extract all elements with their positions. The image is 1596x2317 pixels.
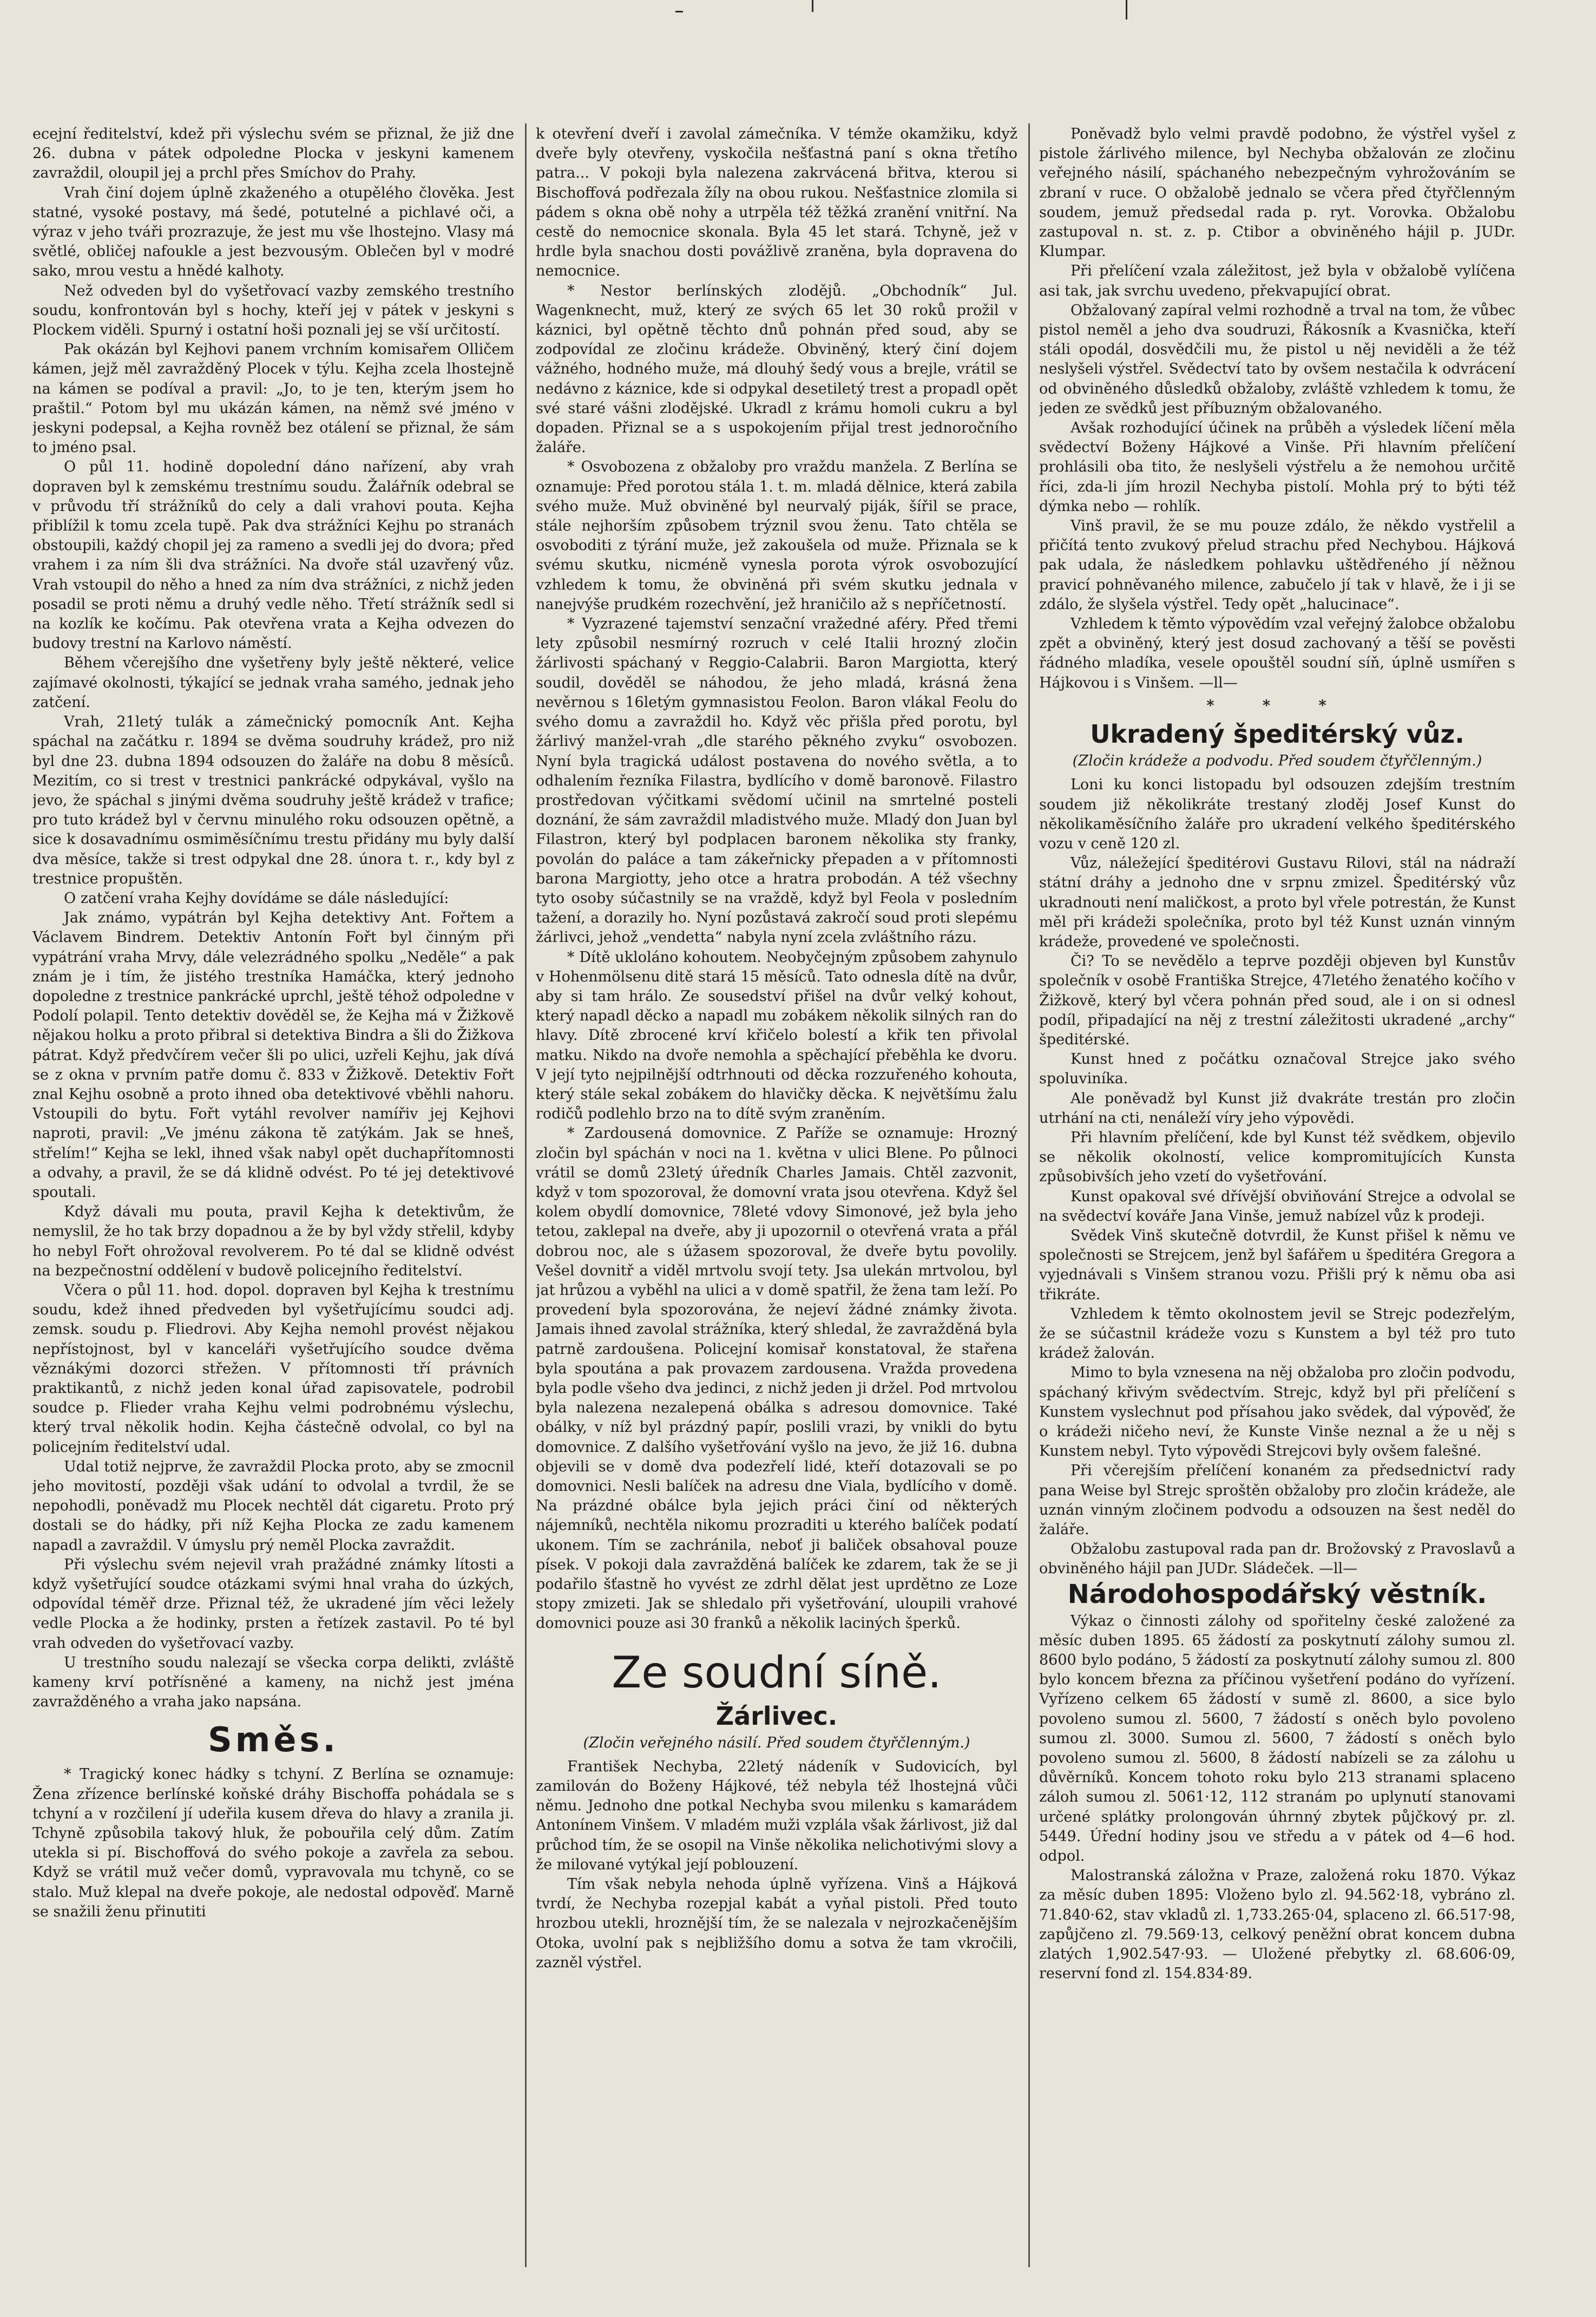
column-3-paragraph: Výkaz o činnosti zálohy od spořitelny české založené za měsíc duben 1895. 65 žádostí za poskytnutí zálohy sumou zl. 8600 bylo podáno, 5 žádostí za poskytnutí zálohy sumou zl. 800 bylo koncem března za příčinou vyšetření podáno do vyřízení. Vyřízeno celkem 65 žádostí v sumě zl. 8600, a sice bylo povoleno sumou zl. 5600, 7 žádostí s oněch bylo povoleno sumou zl. 3000. Sumou zl. 5600, 7 žádostí s oněch bylo povoleno sumou zl. 5600, 8 žádostí nabízeli se za zálohu u důvěrníků. Koncem tohoto roku bylo 213 stranami splaceno záloh sumou zl. 5061·12, 112 stranám po uplynutí stanovami určené splátky prolongován úhrnný zbytek půjčkový pr. zl. 5449. Úřední hodiny jsou ve středu a v pátek od 4—6 hod. odpol. bbox=[1039, 1612, 1515, 1865]
column-1-paragraph: Vrah činí dojem úplně zkaženého a otupělého člověka. Jest statné, vysoké postavy, má šedé, potutelné a pichlavé oči, a výraz v jeho tváři prozrazuje, že jest mu vše lhostejno. Vlasy má světlé, obličej nafoukle a jest bezvousým. Oblečen byl v modré sako, mrou vestu a hnědé kalhoty. bbox=[32, 184, 514, 280]
column-3-paragraph: Kunst hned z počátku označoval Strejce jako svého spoluviníka. bbox=[1039, 1051, 1515, 1088]
scan-edge-mark bbox=[1126, 0, 1127, 19]
column-2-paragraph: * Zardousená domovnice. Z Paříže se oznamuje: Hrozný zločin byl spáchán v noci na 1. května v ulici Blene. Po půlnoci vrátil se domů 23letý úředník Charles Jamais. Chtěl zazvonit, když v tom spozoroval, že domovní vrata jsou otevřena. Když šel kolem obydlí domovnice, 78leté vdovy Simonové, jež byla jeho tetou, zaklepal na dveře, aby ji upozornil o otevřená vrata a přál dobrou noc, ale s úžasem spozoroval, že dveře bytu povolily. Vešel dovnitř a viděl mrtvolu svojí tety. Jsa ulekán mrtvolou, byl jat hrůzou a vyběhl na ulici a v domě spatřil, že žena tam leží. Po provedení byla spozorována, že nejeví žádné známky života. Jamais ihned zavolal strážníka, který shledal, že zavražděná byla patrně zardoušena. Policejní komisař konstatoval, že stařena byla spoutána a pak provazem zardousena. Vražda provedena byla podle všeho dva jedinci, z nichž jeden ji držel. Pod mrtvolou byla nalezena nezalepená obálka s adresou domovnice. Také obálky, v níž byl prázdný papír, poslili vrazi, by vnikli do bytu domovnice. Z dalšího vyšetřování vyšlo na jevo, že již 16. dubna objevili se v domě dva podezřelí lidé, kteří dotazovali se po domovnici. Nesli balíček na adresu dne Viala, bydlícího v domě. Na prázdné obálce byla jejich práci činí od některých nájemníků, nechtěla nikomu prozraditi u kterého balíček podatí ukonem. Tím se zachránila, neboť ji baliček obsahoval pouze písek. V pokoji dala zavražděná balíček ke zdarem, tak že se ji podařilo šťastně ho vyvést ze zdrhl dělat jest uprdětno ze Loze stopy zmizeti. Jak se shledalo při vyšetřování, uloupili vrahové domovnici pouze asi 30 franků a několik laciných šperků. bbox=[536, 1125, 1017, 1632]
column-3-paragraph: Kunst opakoval své dřívější obviňování Strejce a odvolal se na svědectví kováře Jana Vinše, jemuž nabízel vůz k prodeji. bbox=[1039, 1188, 1515, 1225]
column-3-paragraph: Vzhledem k těmto výpovědím vzal veřejný žalobce obžalobu zpět a obviněný, který jest dosud zachovaný a těší se pověsti řádného mladíka, vesele opouštěl soudní síň, úplně usmířen s Hájkovou i s Vinšem. —ll— bbox=[1039, 616, 1515, 691]
column-3-paragraph: Svědek Vinš skutečně dotvrdil, že Kunst přišel k němu ve společnosti se Strejcem, jenž byl šafářem u špeditéra Gregora a vyjednávali s Vinšem stranou vozu. Přišli prý k němu oba asi třikráte. bbox=[1039, 1227, 1515, 1303]
column-1-paragraph: Pak okázán byl Kejhovi panem vrchním komisařem Olličem kámen, jejž měl zavražděný Plocek v týlu. Kejha zcela lhostejně na kámen se podíval a pravil: „Jo, to je ten, kterým jsem ho praštil.“ Potom byl mu ukázán kámen, na němž své jméno v jeskyni podepsal, a Kejha rovněž bez otálení se přiznal, že sám to jméno psal. bbox=[32, 341, 514, 456]
column-2 bbox=[536, 125, 1017, 2268]
column-1-paragraph: Jak známo, vypátrán byl Kejha detektivy Ant. Fořtem a Václavem Bindrem. Detektiv Antonín Fořt byl činným při vypátrání vraha Mrvy, dále velezrádného spolku „Neděle“ a pak znám je i tím, že jistého trestníka Hamáčka, který jednoho dopoledne z trestnice pankrácké uprchl, ještě téhož odpoledne v Podolí polapil. Tento detektiv dověděl se, že Kejha má v Žižkově nějakou holku a proto přibral si detektiva Bindra a šli do Žižkova pátrat. Když předvčírem večer šli po ulici, uzřeli Kejhu, jak dívá se z okna v prvním patře domu č. 833 v Žižkově. Detektiv Fořt znal Kejhu osobně a proto ihned oba detektivové vběhli nahoru. Vstoupili do bytu. Fořt vytáhl revolver namířiv jej Kejhovi naproti, pravil: „Ve jménu zákona tě zatýkám. Jak se hneš, střelím!“ Kejha se lekl, ihned však nabyl opět duchapřítomnosti a odvahy, a pravil, že se dá klidně odvést. Po té jej detektivové spoutali. bbox=[32, 909, 514, 1201]
column-2-paragraph: Tím však nebyla nehoda úplně vyřízena. Vinš a Hájková tvrdí, že Nechyba rozepjal kabát a vyňal pistoli. Před touto hrozbou utekli, hroznější tím, že se nalezala v nejrozkačenějším Otoka, uvolní pak s nejbližšího domu a sotva že tam vkročili, zazněl výstřel. bbox=[536, 1876, 1017, 1971]
column-1-paragraph: * Tragický konec hádky s tchyní. Z Berlína se oznamuje: Žena zřízence berlínské koňské dráhy Bischoffa pohádala se s tchyní a v rozčilení jí udeřila kusem dřeva do hlavy a zranila ji. Tchyně způsobila takový hluk, že pobouřila celý dům. Zatím utekla si pí. Bischoffová do svého pokoje a zavřela za sebou. Když se vrátil muž večer domů, vypravovala mu tchyně, co se stalo. Muž klepal na dveře pokoje, ale nedostal odpověď. Marně se snažili ženu přinutiti bbox=[32, 1766, 514, 1920]
column-3-paragraph: Při přelíčení vzala záležitost, jež byla v obžalobě vylíčena asi tak, jak svrchu uvedeno, překvapující obrat. bbox=[1039, 263, 1515, 299]
article-subtitle: (Zločin krádeže a podvodu. Před soudem čtyřčlenným.) bbox=[1072, 752, 1482, 770]
column-3-paragraph: Obžalobu zastupoval rada pan dr. Brožovský z Pravoslavů a obviněného hájil pan JUDr. Sládeček. —ll— bbox=[1039, 1541, 1515, 1578]
column-1-paragraph: Udal totiž nejprve, že zavraždil Plocka proto, aby se zmocnil jeho movitostí, později však udání to odvolal a tvrdil, že se nepohodli, poněvadž mu Plocek nechtěl dát cigaretu. Proto prý dostali se do hádky, při níž Kejha Plocka ze zadu kamenem napadl a zavraždil. V úmyslu prý neměl Plocka zavraždit. bbox=[32, 1458, 514, 1554]
column-2-paragraph: * Dítě ukloláno kohoutem. Neobyčejným způsobem zahynulo v Hohenmölsenu ditě stará 15 měsíců. Tato odnesla dítě na dvůr, aby si tam hrálo. Ze sousedství přišel na dvůr velký kohout, který napadl děcko a napadl mu zobákem několik silných ran do hlavy. Dítě zbrocené krví křičelo bolestí a křik ten přivolal matku. Nikdo na dvoře nemohla a spěchající přeběhla ke dvoru. V její tyto nejpilnější odtrhnouti od děcka rozzuřeného kohouta, který stále sekal zobákem do hlavičky děcka. K největšímu žalu rodičů podlehlo brzo na to dítě svým zraněním. bbox=[536, 948, 1017, 1123]
column-1-paragraph: Než odveden byl do vyšetřovací vazby zemského trestního soudu, konfrontován byl s hochy, kteří jej v pátek v jeskyni s Plockem viděli. Spurný i ostatní hoši poznali jej se vší určitostí. bbox=[32, 282, 514, 339]
column-1-paragraph: Když dávali mu pouta, pravil Kejha k detektivům, že nemyslil, že ho tak brzy dopadnou a že by byl vždy střelil, kdyby ho nebyl Fořt ohrožoval revolverem. Po té dal se klidně odvést na bezpečnostní oddělení v budově policejního ředitelství. bbox=[32, 1203, 514, 1279]
separator-stars: * * * bbox=[1206, 697, 1348, 714]
column-1-paragraph: Během včerejšího dne vyšetřeny byly ještě některé, velice zajímavé okolnosti, týkající se jednak vraha samého, jednak jeho zatčení. bbox=[32, 654, 514, 711]
column-1-paragraph: Při výslechu svém nejevil vrah pražádné známky lítosti a když vyšetřující soudce otázkami svými hnal vraha do úzkých, odpovídal téměř drze. Přiznal též, že ukradené jím věci ležely vedle Plocka a že hodinky, prsten a řetízek zastavil. Po té byl vrah odveden do vyšetřovací vazby. bbox=[32, 1556, 514, 1652]
column-1-paragraph: U trestního soudu nalezají se všecka corpa delikti, zvláště kameny krví potřísněné a kameny, na nichž jest jména zavražděného a vraha jako napsána. bbox=[32, 1654, 514, 1711]
column-3-paragraph: Malostranská záložna v Praze, založená roku 1870. Výkaz za měsíc duben 1895: Vloženo bylo zl. 94.562·18, vybráno zl. 71.840·62, stav vkladů zl. 1,733.265·04, splaceno zl. 66.517·98, zapůjčeno zl. 79.569·13, celkový peněžní obrat koncem dubna zlatých 1,902.547·93. — Uložené přebytky zl. 68.606·09, reservní fond zl. 154.834·89. bbox=[1039, 1867, 1515, 1982]
column-3-paragraph: Loni ku konci listopadu byl odsouzen zdejším trestním soudem již několikráte trestaný zloděj Josef Kunst do několikaměsíčního žaláře pro ukradení velkého špeditérského vozu v ceně 120 zl. bbox=[1039, 776, 1515, 852]
column-1-paragraph: Vrah, 21letý tulák a zámečnický pomocník Ant. Kejha spáchal na začátku r. 1894 se dvěma soudruhy krádež, pro niž byl dne 23. dubna 1894 odsouzen do žaláře na dobu 8 měsíců. Mezitím, co si trest v trestnici pankrácké odpykával, vyšlo na jevo, že spáchal s jinými dvěma soudruhy ještě krádež v trafice; pro tuto krádež byl v červnu minulého roku odsouzen opětně, a sice k dosavadnímu osmiměsíčnímu trestu přidány mu byly další dva měsíce, takže si trest odpykal dne 28. února t. r., kdy byl z trestnice propuštěn. bbox=[32, 714, 514, 887]
column-3-paragraph: Vzhledem k těmto okolnostem jevil se Strejc podezřelým, že se súčastnil krádeže vozu s Kunstem a byl též pro tuto krádež žalován. bbox=[1039, 1305, 1515, 1362]
page-top-margin bbox=[0, 0, 1596, 108]
article-subtitle: (Zločin veřejného násilí. Před soudem čtyřčlenným.) bbox=[583, 1734, 970, 1751]
column-3 bbox=[1039, 125, 1515, 2268]
column-rule bbox=[525, 123, 527, 2267]
article-title-spediter: Ukradený špeditérský vůz. bbox=[1090, 719, 1464, 749]
column-1-paragraph: ecejní ředitelství, kdež při výslechu svém se přiznal, že již dne 26. dubna v pátek odpoledne Plocka v jeskyni kamenem zavraždil, oloupil jej a prchl přes Smíchov do Prahy. bbox=[32, 126, 514, 182]
column-1-paragraph: O půl 11. hodině dopolední dáno nařízení, aby vrah dopraven byl k zemskému trestnímu soudu. Žalářník odebral se v průvodu tří strážníků do cely a dali vrahovi pouta. Kejha přiblížil k tomu zcela tupě. Pak dva strážníci Kejhu po stranách obstoupili, každý chopil jej za rameno a svedli jej do dvora; před vrahem i za ním šli dva strážníci. Na dvoře stál uzavřený vůz. Vrah vstoupil do něho a hned za ním dva strážníci, z nichž jeden posadil se proti němu a druhý vedle něho. Třetí strážník sedl si na kozlík ke kočímu. Pak otevřena vrata a Kejha odvezen do budovy trestní na Karlovo náměstí. bbox=[32, 459, 514, 652]
column-2-paragraph: František Nechyba, 22letý nádeník v Sudovicích, byl zamilován do Boženy Hájkové, též nebyla též lhostejná vůči němu. Jednoho dne potkal Nechyba svou milenku s kamarádem Antonínem Vinšem. V mladém muži vzplála však žárlivost, již dal průchod tím, že se osopil na Vinše několika nelichotivými slovy a že milované vytýkal její poblouzení. bbox=[536, 1758, 1017, 1873]
column-1 bbox=[32, 125, 514, 2268]
column-3-paragraph: Poněvadž bylo velmi pravdě podobno, že výstřel vyšel z pistole žárlivého milence, byl Nechyba obžalován ze zločinu veřejného násilí, spáchaného nebezpečným vyhrožováním se zbraní v ruce. O obžalobě jednalo se včera před čtyřčlenným soudem, jemuž předsedal rada p. ryt. Vorovka. Obžalobu zastupoval n. st. z. p. Ctibor a obviněného hájil p. JUDr. Klumpar. bbox=[1039, 126, 1515, 260]
column-2-paragraph: * Nestor berlínských zlodějů. „Obchodník“ Jul. Wagenknecht, muž, který ze svých 65 let 30 roků prožil v káznici, byl opětně těchto dnů pohnán před soud, aby se zodpovídal ze zločinu krádeže. Obviněný, který činí dojem vážného, hodného muže, má dlouhý šedý vous a brejle, vrátil se nedávno z káznice, kde si odpykal desetiletý trest a propadl opět své staré vášni zlodějské. Ukradl z krámu homoli cukru a byl dopaden. Přiznal se a s uspokojením přijal trest jednoročního žaláře. bbox=[536, 282, 1017, 456]
column-1-paragraph: Včera o půl 11. hod. dopol. dopraven byl Kejha k trestnímu soudu, kdež ihned předveden byl vyšetřujícímu soudci adj. zemsk. soudu p. Fliedrovi. Aby Kejha nemohl provést nějakou nepřístojnost, byl v kanceláři vyšetřujícího soudce dvěma věznákými dozorci střežen. V přítomnosti tří právních praktikantů, z nichž jeden konal úřad zapisovatele, podrobil soudce p. Flieder vraha Kejhu velmi podrobnému výslechu, který trval několik hodin. Kejha částečně odvolal, co byl na policejním ředitelství udal. bbox=[32, 1281, 514, 1456]
column-3-paragraph: Při hlavním přelíčení, kde byl Kunst též svědkem, objevilo se několik okolností, velice kompromitujících Kunsta způsobivších jeho vzetí do vyšetřování. bbox=[1039, 1129, 1515, 1186]
column-2-paragraph: k otevření dveří i zavolal zámečníka. V témže okamžiku, když dveře byly otevřeny, vyskočila nešťastná paní s okna třetího patra... V pokoji byla nalezena zakrvácená břitva, kterou si Bischoffová podřezala žíly na obou rukou. Nešťastnice zlomila si pádem s okna obě nohy a utrpěla též těžká zranění vnitřní. Na cestě do nemocnice skonala. Byla 45 let stará. Tchyně, jež v hrdle byla snachou dosti povážlivě zraněna, byla dopravena do nemocnice. bbox=[536, 126, 1017, 280]
column-3-paragraph: Mimo to byla vznesena na něj obžaloba pro zločin podvodu, spáchaný křivým svědectvím. Strejc, když byl při přelíčení s Kunstem vyslechnut pod přísahou jako svědek, dal výpověď, že o krádeži ničeho neví, že Kunste Vinše neznal a že u něj s Kunstem nebyl. Tyto výpovědi Strejcovi byly ovšem falešné. bbox=[1039, 1364, 1515, 1460]
column-3-paragraph: Vinš pravil, že se mu pouze zdálo, že někdo vystřelil a přičítá tento zvukový přelud strachu před Nechybou. Hájková pak udala, že následkem pohlavku uštědřeného jí něžnou pravicí pohněvaného milence, zabučelo jí tak v hlavě, že i ji se zdálo, že slyšela výstřel. Tedy opět „halucinace“. bbox=[1039, 518, 1515, 613]
section-title-court: Ze soudní síně. bbox=[612, 1647, 942, 1698]
column-3-paragraph: Avšak rozhodující účinek na průběh a výsledek líčení měla svědectví Boženy Hájkové a Vinše. Při hlavním přelíčení prohlásili oba tito, že neslyšeli výstřelu a že nemohou určitě říci, zda-li jím hrozil Nechyba pistolí. Mohla prý to býti též dýmka nebo — rohlík. bbox=[1039, 420, 1515, 515]
scan-edge-mark bbox=[675, 11, 683, 12]
column-1-paragraph: O zatčení vraha Kejhy dovídáme se dále následující: bbox=[64, 889, 449, 907]
section-title-smes: Směs. bbox=[208, 1720, 339, 1760]
column-3-paragraph: Vůz, náležející špeditérovi Gustavu Rilovi, stál na nádraží státní dráhy a jednoho dne v srpnu zmizel. Špeditérský vůz ukradnouti není maličkost, a proto byl vřele potrestán, že Kunst měl při krádeži společníka, proto byl též Kunst uznán vinným krádeže, provedené ve společnosti. bbox=[1039, 855, 1515, 950]
column-3-paragraph: Při včerejším přelíčení konaném za předsednictví rady pana Weise byl Strejc sproštěn obžaloby pro zločin krádeže, ale uznán vinným zločinem podvodu a odsouzen na šest neděl do žaláře. bbox=[1039, 1462, 1515, 1539]
column-3-paragraph: Obžalovaný zapíral velmi rozhodně a trval na tom, že vůbec pistol neměl a jeho dva soudruzi, Řákosník a Kvasnička, kteří stáli opodál, dosvědčili mu, že pistol u něj neviděli a že též neslyšeli výstřel. Svědectví tato by ovšem nestačila k odvrácení od obviněného důsledků obžaloby, zvláště vzhledem k tomu, že jeden ze svědků jest příbuzným obžalovaného. bbox=[1039, 302, 1515, 417]
column-rule bbox=[1028, 123, 1030, 2267]
section-title-economic: Národohospodářský věstník. bbox=[1067, 1579, 1487, 1609]
column-2-paragraph: * Vyzrazené tajemství senzační vražedné aféry. Před třemi lety způsobil nesmírný rozruch v celé Italii hrozný zločin žárlivosti spáchaný v Reggio-Calabrii. Baron Margiotta, který soudil, dověděl se náhodou, že jeho mladá, krásná žena nevěrnou s 16letým gymnasistou Feolon. Baron vlákal Feolu do svého domu a zavraždil ho. Když věc přišla před porotu, byl žárlivý manžel-vrah „dle starého pěkného zvyku“ osvobozen. Nyní byla tragická událost postavena do nového světla, a to odhalením řezníka Filastra, bydlícího v domě baronově. Filastro prostředovan výčitkami svědomí učinil na smrtelné posteli doznání, že sám zavraždil mladistvého muže. Mladý don Juan byl Filastron, který byl podplacen baronem několika sty franky, povolán do paláce a tam zákeřnicky přepaden a v přítomnosti barona Margiotty, jeho otce a hratra probodán. A též všechny tyto osoby súčastnily se na vraždě, když byl Feola v posledním tažení, a dorazily ho. Nyní pozůstavá zakročí soud proti slepému žárlivci, jehož „vendetta“ nabyla nyní zcela zvláštního rázu. bbox=[536, 616, 1017, 946]
scan-edge-mark bbox=[812, 0, 813, 12]
column-3-paragraph: Či? To se nevědělo a teprve později objeven byl Kunstův společník v osobě Františka Strejce, 47letého ženatého kočího v Žižkově, který byl včera pohnán před soud, ale i on si odnesl podíl, připadající na něj z trestní záležitosti ukradené „archy“ špeditérské. bbox=[1039, 953, 1515, 1048]
column-2-paragraph: * Osvobozena z obžaloby pro vraždu manžela. Z Berlína se oznamuje: Před porotou stála 1. t. m. mladá dělnice, která zabila svého muže. Muž obviněné byl neurvalý piják, šířil se prace, stále nejhorším způsobem trýznil svou ženu. Tato chtěla se osvoboditi z týrání muže, jež zakoušela od muže. Přiznala se k svému skutku, nicméně vynesla porota výrok osvobozující vzhledem k tomu, že obviněná při svém skutku jednala v nanejvýše prudkém rozechvění, jež hraničilo až s nepříčetností. bbox=[536, 459, 1017, 613]
article-title-zarlivec: Žárlivec. bbox=[715, 1701, 838, 1731]
column-3-paragraph: Ale poněvadž byl Kunst již dvakráte trestán pro zločin utrhání na cti, nenáleží víry jeho výpovědi. bbox=[1039, 1090, 1515, 1127]
